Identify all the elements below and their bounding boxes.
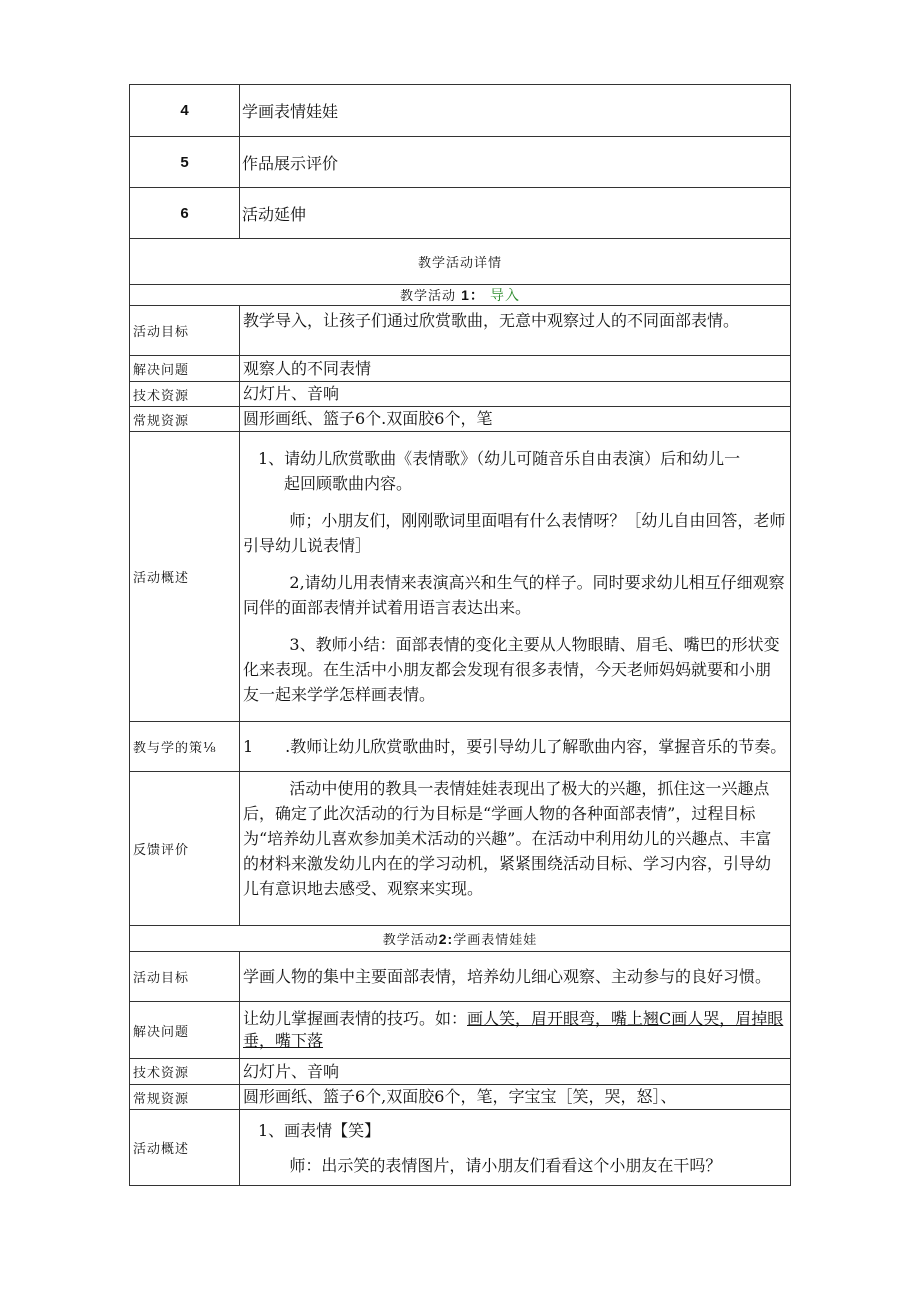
row-problem [130, 356, 791, 382]
row-overview [130, 1110, 791, 1186]
value-problem: 观察人的不同表情 [240, 356, 791, 382]
row-regular [130, 1085, 791, 1110]
activity1-header [130, 285, 791, 306]
row-problem [130, 1002, 791, 1059]
details-header: 教学活动详情 [130, 239, 791, 285]
label-overview: 活动概述 [130, 1110, 240, 1186]
row-feedback [130, 772, 791, 926]
label-goal: 活动目标 [130, 306, 240, 356]
step-text: 学画表情娃娃 [240, 85, 791, 137]
row-strategy [130, 722, 791, 772]
row-overview [130, 432, 791, 722]
value-regular: 圆形画纸、篮子6个.双面胶6个，笔 [240, 407, 791, 432]
row-regular [130, 407, 791, 432]
value-strategy: 1 .教师让幼儿欣赏歌曲时，要引导幼儿了解歌曲内容，掌握音乐的节奏。 [240, 722, 791, 772]
activity-header-row [130, 285, 791, 306]
activity2-header [130, 926, 791, 952]
problem-text: 让幼儿掌握画表情的技巧。如： [243, 1009, 468, 1028]
activity-header-number: 2: [438, 931, 454, 947]
overview-paragraph: 师：出示笑的表情图片，请小朋友们看看这个小朋友在干吗？ [289, 1155, 722, 1175]
label-goal: 活动目标 [130, 952, 240, 1002]
label-regular: 常规资源 [130, 1085, 240, 1110]
overview-paragraph: 3、教师小结：面部表情的变化主要从人物眼睛、眉毛、嘴巴的形状变化来表现。在生活中小朋友都会发现有很多表情，今天老师妈妈就要和小朋友一起来学学怎样画表情。 [243, 635, 780, 704]
lesson-plan-page [129, 84, 790, 1186]
activity-header-prefix: 教学活动 [399, 289, 456, 304]
label-regular: 常规资源 [130, 407, 240, 432]
lesson-plan-table [129, 84, 791, 1186]
row-tech [130, 382, 791, 407]
step-number: 4 [130, 85, 240, 137]
value-overview [240, 1110, 791, 1186]
activity-header-number: 1： [461, 287, 485, 303]
overview-paragraph: 起回顾歌曲内容。 [284, 474, 413, 493]
value-tech: 幻灯片、音响 [240, 382, 791, 407]
label-feedback: 反馈评价 [130, 772, 240, 926]
value-goal: 学画人物的集中主要面部表情，培养幼儿细心观察、主动参与的良好习惯。 [240, 952, 791, 1002]
activity-header-name: 导入 [490, 288, 521, 304]
activity-header-row [130, 926, 791, 952]
step-row [130, 85, 791, 137]
label-problem: 解决问题 [130, 1002, 240, 1059]
value-problem [240, 1002, 791, 1059]
row-goal [130, 952, 791, 1002]
value-feedback [240, 772, 791, 926]
step-text: 作品展示评价 [240, 137, 791, 188]
label-strategy: 教与学的策⅛ [130, 722, 240, 772]
overview-paragraph: 2,请幼儿用表情来表演高兴和生气的样子。同时要求幼儿相互仔细观察同伴的面部表情并试着用语言表达出来。 [243, 573, 785, 617]
overview-paragraph: 师；小朋友们，刚刚歌词里面唱有什么表情呀？［幼儿自由回答，老师引导幼儿说表情］ [243, 511, 786, 555]
overview-paragraph: 1、画表情【笑】 [258, 1120, 381, 1140]
row-goal [130, 306, 791, 356]
feedback-paragraph: 活动中使用的教具一表情娃娃表现出了极大的兴趣，抓住这一兴趣点后，确定了此次活动的行为目标是“学画人物的各种面部表情”，过程目标为“培养幼儿喜欢参加美术活动的兴趣”。在活动中利用幼儿的兴趣点、丰富的材料来激发幼儿内在的学习动机，紧紧围绕活动目标、学习内容，引导幼儿有意识地去感受、观察来实现。 [243, 779, 772, 898]
label-overview: 活动概述 [130, 432, 240, 722]
problem-techniques: 画人笑，眉开眼弯，嘴上翘C画人哭，眉掉眼垂，嘴下落 [243, 1009, 784, 1050]
label-tech: 技术资源 [130, 1059, 240, 1085]
value-goal: 教学导入，让孩子们通过欣赏歌曲，无意中观察过人的不同面部表情。 [240, 306, 791, 356]
overview-paragraph: 1、请幼儿欣赏歌曲《表情歌》（幼儿可随音乐自由表演）后和幼儿一 [258, 449, 741, 468]
label-problem: 解决问题 [130, 356, 240, 382]
label-tech: 技术资源 [130, 382, 240, 407]
value-regular: 圆形画纸、篮子6个,双面胶6个，笔，字宝宝［笑，哭，怒］、 [240, 1085, 791, 1110]
step-number: 6 [130, 188, 240, 239]
step-number: 5 [130, 137, 240, 188]
details-header-row [130, 239, 791, 285]
step-row [130, 137, 791, 188]
activity-header-prefix: 教学活动 [382, 933, 439, 948]
step-text: 活动延伸 [240, 188, 791, 239]
value-overview [240, 432, 791, 722]
value-tech: 幻灯片、音响 [240, 1059, 791, 1085]
step-row [130, 188, 791, 239]
row-tech [130, 1059, 791, 1085]
activity-header-name: 学画表情娃娃 [453, 933, 538, 948]
